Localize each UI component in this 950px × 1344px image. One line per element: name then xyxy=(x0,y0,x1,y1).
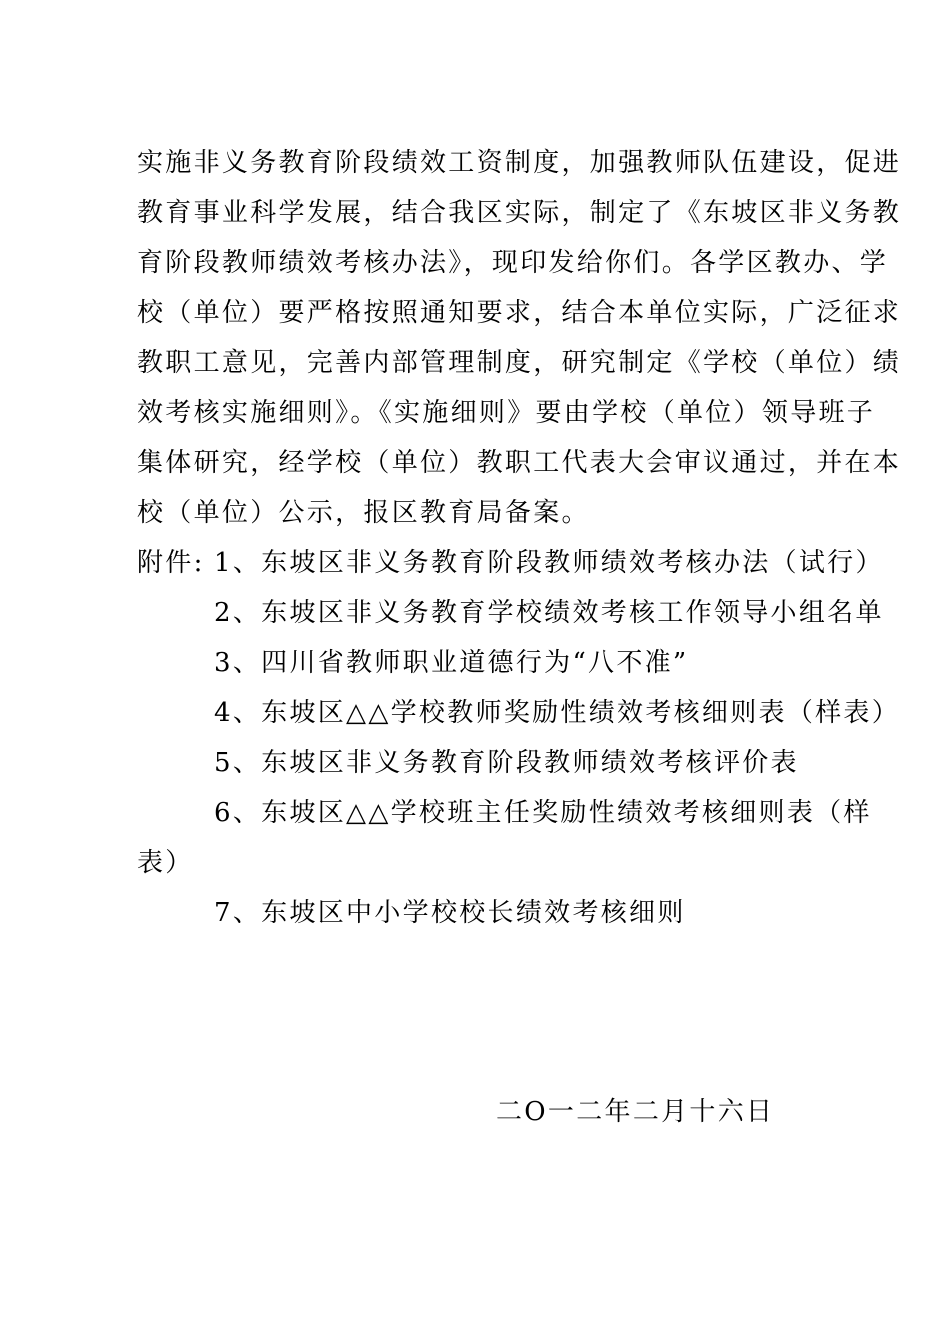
attachment-item-4: 4、东坡区△△学校教师奖励性绩效考核细则表（样表） xyxy=(214,698,901,728)
body-line-3: 育阶段教师绩效考核办法》，现印发给你们。各学区教办、学 xyxy=(137,248,889,278)
body-line-6: 效考核实施细则》。《实施细则》要由学校（单位）领导班子 xyxy=(137,398,876,428)
body-line-5: 教职工意见，完善内部管理制度，研究制定《学校（单位）绩 xyxy=(137,348,902,378)
attachment-item-7: 7、东坡区中小学校校长绩效考核细则 xyxy=(214,898,686,928)
attachment-item-6: 6、东坡区△△学校班主任奖励性绩效考核细则表（样 xyxy=(214,798,872,828)
body-line-8: 校（单位）公示，报区教育局备案。 xyxy=(137,498,590,528)
body-line-2: 教育事业科学发展，结合我区实际，制定了《东坡区非义务教 xyxy=(137,198,902,228)
attachment-item-2: 2、东坡区非义务教育学校绩效考核工作领导小组名单 xyxy=(214,598,884,628)
body-line-4: 校（单位）要严格按照通知要求，结合本单位实际，广泛征求 xyxy=(137,298,902,328)
document-date: 二O一二年二月十六日 xyxy=(496,1097,775,1127)
attachment-item-3: 3、四川省教师职业道德行为“八不准” xyxy=(214,648,689,678)
attachment-item-1: 1、东坡区非义务教育阶段教师绩效考核办法（试行） xyxy=(214,548,884,578)
body-line-1: 实施非义务教育阶段绩效工资制度，加强教师队伍建设，促进 xyxy=(137,148,902,178)
attachment-item-5: 5、东坡区非义务教育阶段教师绩效考核评价表 xyxy=(214,748,799,778)
body-line-7: 集体研究，经学校（单位）教职工代表大会审议通过，并在本 xyxy=(137,448,902,478)
attachment-item-6-continuation: 表） xyxy=(137,848,194,878)
attachments-label: 附件: xyxy=(137,548,205,578)
